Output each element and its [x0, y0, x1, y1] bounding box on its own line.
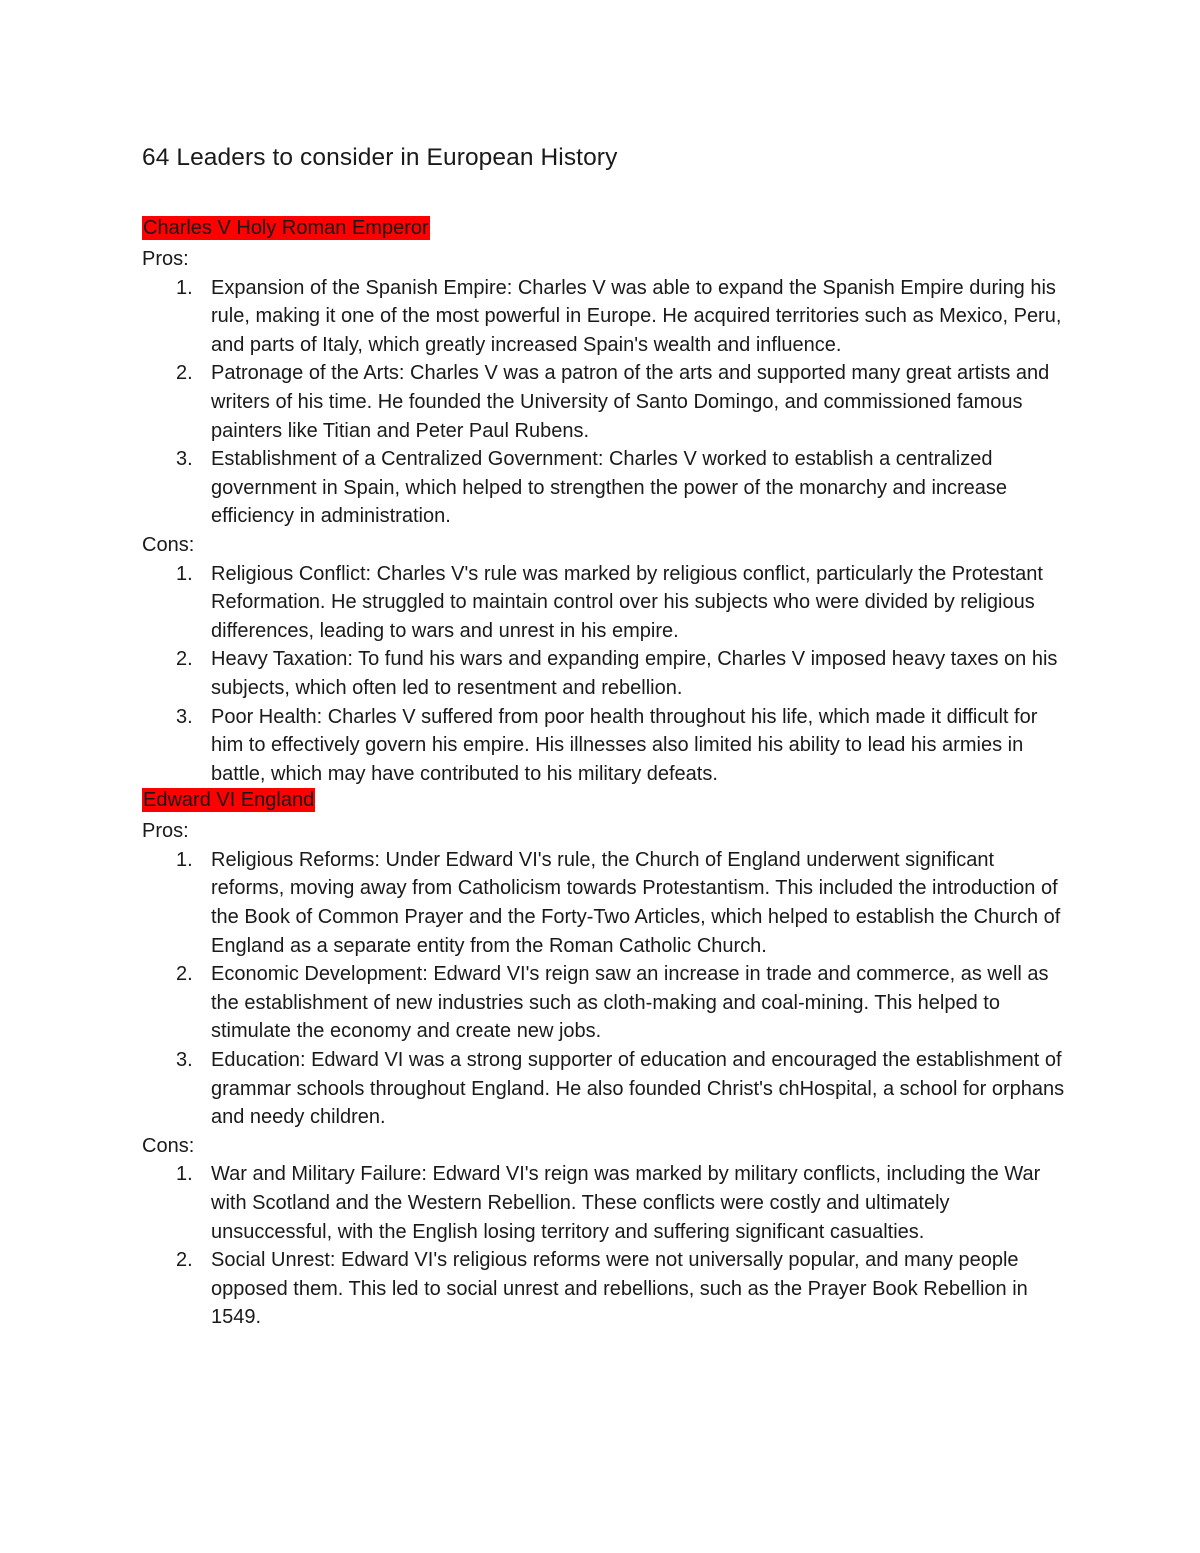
pros-list — [142, 274, 1072, 531]
list-item — [142, 960, 1072, 1046]
list-item-text: Poor Health: Charles V suffered from poor health throughout his life, which made it difficult for him to effectively govern his empire. His illnesses also limited his ability to lead his armies in battle, which may have contributed to his military defeats. — [211, 705, 1038, 785]
pros-list — [142, 846, 1072, 1132]
list-item-text: Religious Conflict: Charles V's rule was marked by religious conflict, particularly the Protestant Reformation. He struggled to maintain control over his subjects who were divided by religious differences, leading to wars and unrest in his empire. — [211, 562, 1043, 642]
list-number: 3. — [176, 448, 193, 471]
cons-label: Cons: — [142, 533, 195, 556]
list-item-text: Education: Edward VI was a strong supporter of education and encouraged the establishment of grammar schools throughout England. He also founded Christ's chHospital, a school for orphans and needy children. — [211, 1049, 1065, 1129]
list-item — [142, 560, 1072, 646]
list-item-text: Religious Reforms: Under Edward VI's rule, the Church of England underwent significant reforms, moving away from Catholicism towards Protestantism. This included the introduction of the Book of Common Prayer and the Forty-Two Articles, which helped to establish the Church of England as a separate entity from the Roman Catholic Church. — [211, 848, 1061, 957]
pros-label: Pros: — [142, 248, 189, 270]
list-item — [142, 1046, 1072, 1132]
list-number: 1. — [176, 276, 193, 299]
list-item-text: Expansion of the Spanish Empire: Charles V was able to expand the Spanish Empire during his rule, making it one of the most powerful in Europe. He acquired territories such as Mexico, Peru, and parts of Italy, which greatly increased Spain's wealth and influence. — [211, 276, 1062, 356]
list-number: 2. — [176, 648, 193, 671]
cons-label: Cons: — [142, 1134, 195, 1157]
list-item-text: Economic Development: Edward VI's reign saw an increase in trade and commerce, as well as the establishment of new industries such as cloth-making and coal-mining. This helped to stimulate the economy and create new jobs. — [211, 963, 1049, 1043]
list-item-text: Establishment of a Centralized Government: Charles V worked to establish a centralized government in Spain, which helped to strengthen the power of the monarchy and increase efficiency in administration. — [211, 448, 1008, 528]
list-number: 2. — [176, 362, 193, 385]
leader-heading-highlighted: Charles V Holy Roman Emperor — [143, 217, 429, 239]
list-number: 3. — [176, 705, 193, 728]
leader-heading-highlighted: Edward VI England — [143, 789, 315, 812]
list-number: 1. — [176, 848, 193, 871]
list-item — [142, 1246, 1072, 1332]
list-item-text: War and Military Failure: Edward VI's reign was marked by military conflicts, including the War with Scotland and the Western Rebellion. These conflicts were costly and ultimately unsuccessful, with the English losing territory and suffering significant casualties. — [211, 1163, 1041, 1243]
list-number: 2. — [176, 1249, 193, 1272]
list-number: 1. — [176, 1163, 193, 1186]
cons-list — [142, 560, 1072, 789]
list-item — [142, 445, 1072, 531]
document-page — [142, 140, 1072, 1332]
list-item-text: Social Unrest: Edward VI's religious reforms were not universally popular, and many people opposed them. This led to social unrest and rebellions, such as the Prayer Book Rebellion in 1549. — [211, 1249, 1028, 1329]
list-number: 1. — [176, 562, 193, 585]
cons-list — [142, 1160, 1072, 1332]
list-item — [142, 359, 1072, 445]
leader-section-edward-vi — [142, 788, 1072, 1332]
list-item — [142, 1160, 1072, 1246]
leader-section-charles-v — [142, 216, 1072, 788]
list-item-text: Patronage of the Arts: Charles V was a patron of the arts and supported many great artists and writers of his time. He founded the University of Santo Domingo, and commissioned famous painters like Titian and Peter Paul Rubens. — [211, 362, 1050, 442]
list-item-text: Heavy Taxation: To fund his wars and expanding empire, Charles V imposed heavy taxes on his subjects, which often led to resentment and rebellion. — [211, 648, 1058, 699]
list-item — [142, 645, 1072, 702]
list-item — [142, 846, 1072, 960]
list-item — [142, 703, 1072, 789]
list-item — [142, 274, 1072, 360]
document-title: 64 Leaders to consider in European History — [142, 144, 618, 171]
list-number: 2. — [176, 963, 193, 986]
list-number: 3. — [176, 1049, 193, 1072]
pros-label: Pros: — [142, 820, 189, 843]
